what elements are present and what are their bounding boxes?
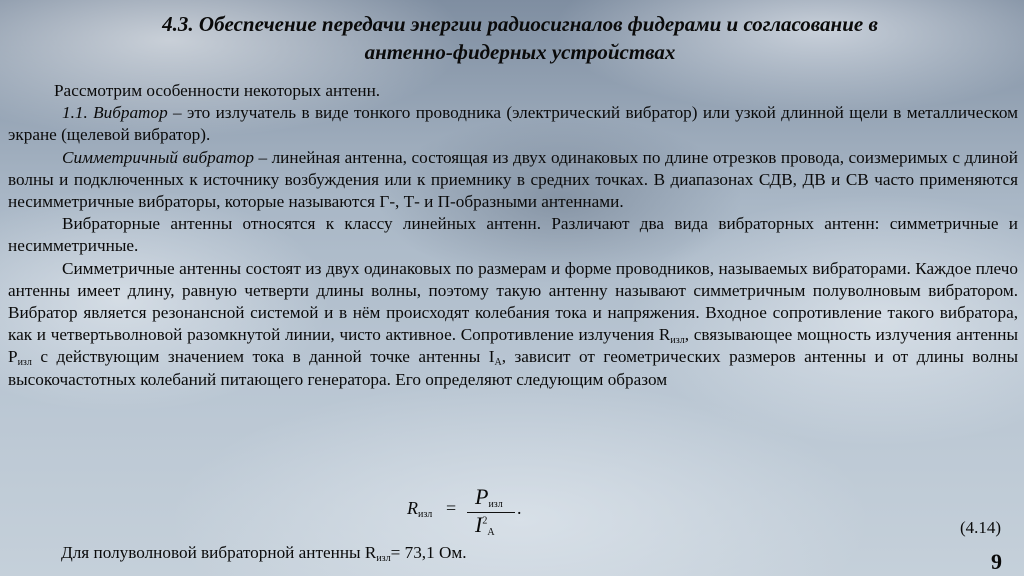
formula-lhs (407, 498, 432, 519)
symmetric-vibrator-term: Симметричный вибратор (62, 147, 254, 167)
paragraph-part: , связывающее мощность излучения антенны P (8, 325, 1018, 367)
formula-numerator (475, 484, 503, 510)
paragraph-part: Симметричные антенны состоят из двух одинаковых по размерам и форме проводников, называемых вибраторами. Каждое плечо антенны имеет длину, равную четверти длины волны, поэтому такую антенну называют симметричным полуволновым вибратором. Вибратор является резонансной системой и в нём происходят колебания тока и напряжения. Входное сопротивление такого вибратора, как и четвертьволновой разомкнутой линии, чисто активное. Сопротивление излучения R (8, 258, 1018, 345)
symmetric-antennas-paragraph (8, 258, 1018, 391)
subscript: изл (376, 553, 391, 564)
intro-paragraph: Рассмотрим особенности некоторых антенн. (54, 81, 381, 100)
formula-symbol: P (475, 484, 489, 509)
equation-number: (4.14) (960, 518, 1002, 537)
symmetric-vibrator-definition: – линейная антенна, состоящая из двух одинаковых по длине отрезков провода, соизмеримых с длиной волны и подключенных к источнику возбуждения или к приемнику в средних точках. В диапазонах СДВ, ДВ и СВ часто применяются несимметричные вибраторы, которые называются Г-, Т- и П-образными антеннами. (8, 147, 1018, 212)
symmetric-vibrator-paragraph (8, 147, 1018, 214)
formula-subscript: A (487, 527, 495, 538)
formula-symbol: R (407, 498, 418, 518)
subscript: изл (17, 357, 32, 369)
subscript: A (494, 357, 502, 369)
formula-subscript: изл (418, 509, 433, 520)
half-wave-result (61, 543, 467, 563)
formula-symbol: I (475, 512, 483, 537)
paragraph-part: с действующим значением тока в данной точке антенны I (31, 347, 495, 367)
body-text (8, 80, 1018, 391)
radiation-resistance-formula (407, 484, 547, 544)
vibrator-term: 1.1. Вибратор (62, 103, 168, 123)
formula-superscript: 2 (482, 515, 488, 527)
result-text: Для полуволновой вибраторной антенны R (61, 543, 377, 562)
slide-title: 4.3. Обеспечение передачи энергии радиосигналов фидерами и согласование в антенно-фидерных устройствах (162, 12, 878, 64)
formula-subscript: изл (488, 499, 503, 510)
formula-denominator (475, 512, 495, 538)
subscript: изл (670, 335, 685, 347)
paragraph-part: , зависит от геометрических размеров антенны и от длины волны высокочастотных колебаний питающего генератора. Его определяют следующим образом (8, 347, 1018, 389)
page-number: 9 (991, 549, 1002, 574)
formula-equals: = (446, 498, 457, 518)
result-value: = 73,1 Ом. (390, 543, 467, 562)
vibrator-paragraph (8, 102, 1018, 146)
vibrator-definition: – это излучатель в виде тонкого проводника (электрический вибратор) или узкой длинной щели в металлическом экране (щелевой вибратор). (8, 103, 1019, 145)
antenna-classes-paragraph: Вибраторные антенны относятся к классу линейных антенн. Различают два вида вибраторных антенн: симметричные и несимметричные. (8, 214, 1018, 256)
formula-period: . (517, 498, 522, 518)
